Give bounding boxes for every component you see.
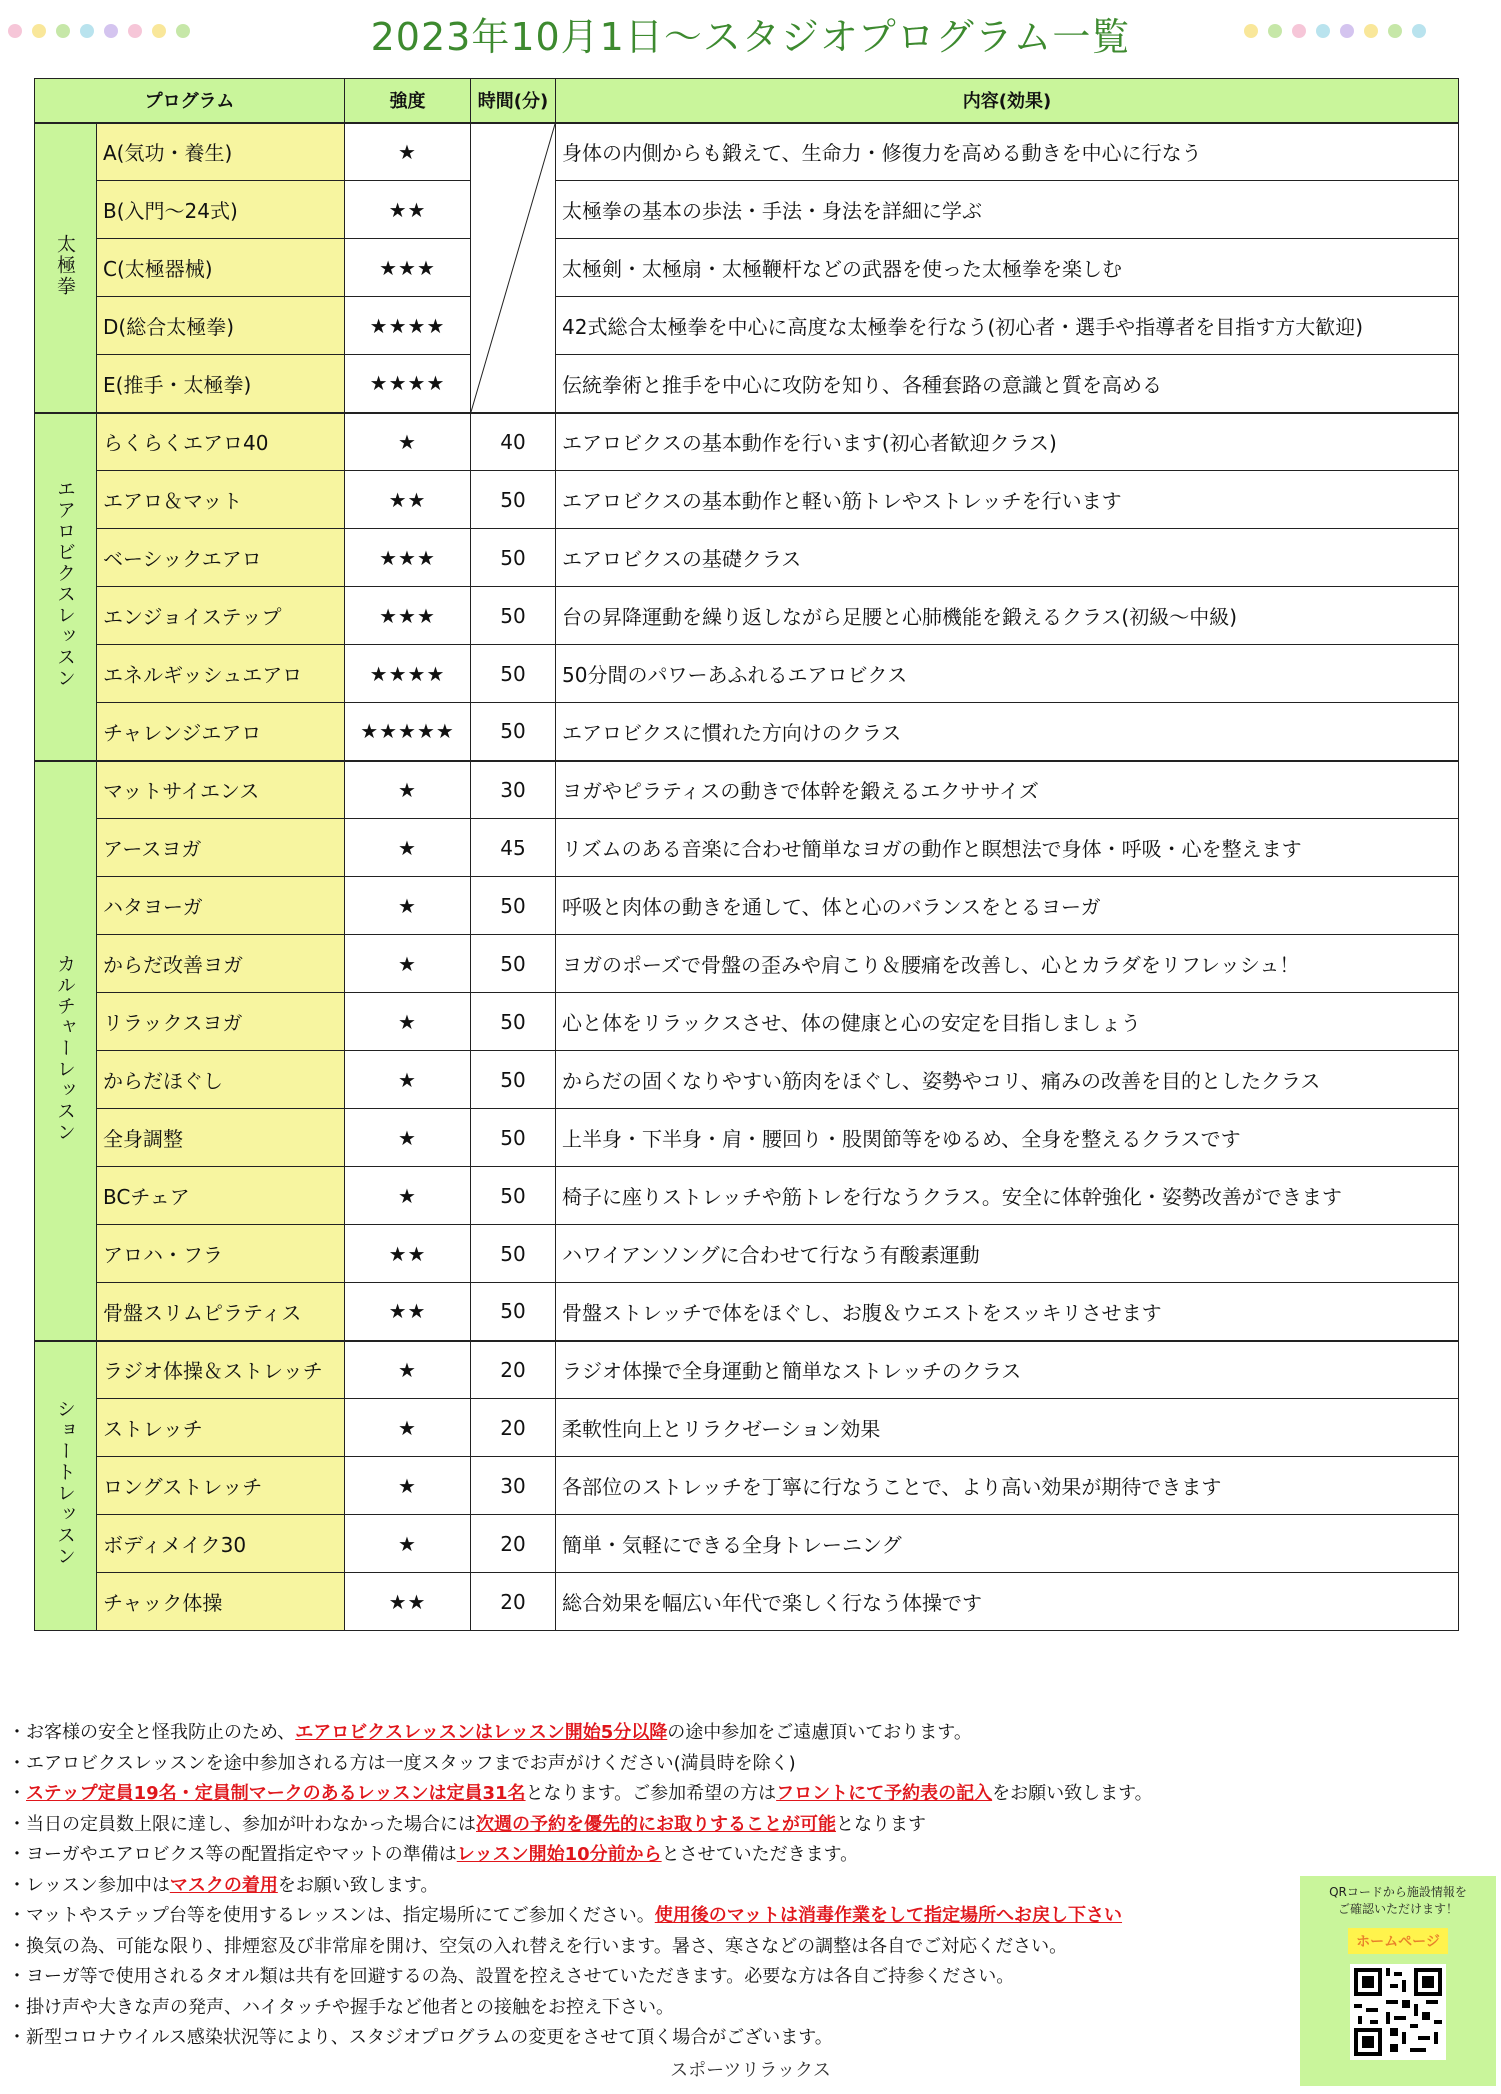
program-description: 太極剣・太極扇・太極鞭杆などの武器を使った太極拳を楽しむ	[556, 239, 1459, 297]
program-description: 各部位のストレッチを丁寧に行なうことで、より高い効果が期待できます	[556, 1457, 1459, 1515]
program-name: チャレンジエアロ	[97, 703, 345, 761]
note-text: とさせていただきます。	[661, 1844, 859, 1865]
intensity-stars: ★★	[345, 1225, 471, 1283]
note-line	[8, 1749, 1153, 1780]
table-row	[35, 1457, 1459, 1515]
table-row	[35, 413, 1459, 471]
qr-caption-line1: QRコードから施設情報を	[1329, 1885, 1467, 1899]
intensity-stars: ★★★	[345, 587, 471, 645]
program-name: アロハ・フラ	[97, 1225, 345, 1283]
program-description: 骨盤ストレッチで体をほぐし、お腹＆ウエストをスッキリさせます	[556, 1283, 1459, 1341]
note-emphasis: マスクの着用	[169, 1874, 278, 1896]
note-text: ・マットやステップ台等を使用するレッスンは、指定場所にてご参加ください。	[8, 1905, 655, 1926]
note-text: ・ヨーガやエアロビクス等の配置指定やマットの準備は	[8, 1844, 457, 1865]
program-description: 上半身・下半身・肩・腰回り・股関節等をゆるめ、全身を整えるクラスです	[556, 1109, 1459, 1167]
brand-name: スポーツリラックス	[670, 2060, 831, 2081]
program-name: エンジョイステップ	[97, 587, 345, 645]
program-description: エアロビクスに慣れた方向けのクラス	[556, 703, 1459, 761]
duration: 40	[471, 413, 556, 471]
duration: 30	[471, 1457, 556, 1515]
program-description: ヨガのポーズで骨盤の歪みや肩こり＆腰痛を改善し、心とカラダをリフレッシュ！	[556, 935, 1459, 993]
duration: 50	[471, 935, 556, 993]
duration-na-slash	[471, 123, 556, 413]
program-name: ハタヨーガ	[97, 877, 345, 935]
program-description: 台の昇降運動を繰り返しながら足腰と心肺機能を鍛えるクラス(初級～中級)	[556, 587, 1459, 645]
table-row	[35, 587, 1459, 645]
program-description: ヨガやピラティスの動きで体幹を鍛えるエクササイズ	[556, 761, 1459, 819]
note-text: ・換気の為、可能な限り、排煙窓及び非常扉を開け、空気の入れ替えを行います。暑さ、寒さなどの調整は各自でご対応ください。	[8, 1935, 1068, 1957]
intensity-stars: ★★	[345, 1573, 471, 1631]
note-line	[8, 1962, 1153, 1993]
duration: 50	[471, 587, 556, 645]
note-text: ・新型コロナウイルス感染状況等により、スタジオプログラムの変更をさせて頂く場合がございます。	[8, 2027, 833, 2048]
intensity-stars: ★	[345, 1457, 471, 1515]
intensity-stars: ★	[345, 1341, 471, 1399]
program-name: ストレッチ	[97, 1399, 345, 1457]
duration: 20	[471, 1399, 556, 1457]
header-intensity: 強度	[345, 79, 471, 123]
intensity-stars: ★	[345, 819, 471, 877]
duration: 20	[471, 1341, 556, 1399]
duration: 50	[471, 993, 556, 1051]
note-text: の途中参加をご遠慮頂いております。	[667, 1722, 972, 1743]
note-emphasis: レッスン開始10分前から	[456, 1844, 662, 1865]
table-row	[35, 297, 1459, 355]
program-description: 太極拳の基本の歩法・手法・身法を詳細に学ぶ	[556, 181, 1459, 239]
note-text: ・エアロビクスレッスンを途中参加される方は一度スタッフまでお声がけください(満員時を除く)	[8, 1752, 796, 1774]
intensity-stars: ★★★★	[345, 645, 471, 703]
note-line	[8, 2023, 1153, 2054]
program-name: らくらくエアロ40	[97, 413, 345, 471]
category-label-text: エアロビクスレッスン	[54, 479, 76, 689]
program-name: アースヨガ	[97, 819, 345, 877]
program-description: 呼吸と肉体の動きを通して、体と心のバランスをとるヨーガ	[556, 877, 1459, 935]
homepage-link[interactable]: ホームページ	[1348, 1928, 1448, 1954]
note-emphasis: エアロビクスレッスンはレッスン開始5分以降	[295, 1722, 668, 1743]
table-row	[35, 935, 1459, 993]
duration: 50	[471, 645, 556, 703]
intensity-stars: ★	[345, 993, 471, 1051]
program-name: B(入門～24式)	[97, 181, 345, 239]
table-row	[35, 1573, 1459, 1631]
table-row	[35, 471, 1459, 529]
duration: 50	[471, 471, 556, 529]
table-row	[35, 1283, 1459, 1341]
note-emphasis: ステップ定員19名・定員制マークのあるレッスンは定員31名	[26, 1783, 526, 1804]
program-name: ロングストレッチ	[97, 1457, 345, 1515]
table-row	[35, 1515, 1459, 1573]
program-name: マットサイエンス	[97, 761, 345, 819]
intensity-stars: ★	[345, 761, 471, 819]
duration: 50	[471, 1109, 556, 1167]
note-text: ・掛け声や大きな声の発声、ハイタッチや握手など他者との接触をお控え下さい。	[8, 1996, 674, 2018]
program-name: 骨盤スリムピラティス	[97, 1283, 345, 1341]
duration: 20	[471, 1573, 556, 1631]
table-row	[35, 1341, 1459, 1399]
intensity-stars: ★★★★★	[345, 703, 471, 761]
program-name: A(気功・養生)	[97, 123, 345, 181]
program-description: ラジオ体操で全身運動と簡単なストレッチのクラス	[556, 1341, 1459, 1399]
intensity-stars: ★★★★	[345, 355, 471, 413]
category-label	[35, 1341, 97, 1631]
program-description: エアロビクスの基本動作を行います(初心者歓迎クラス)	[556, 413, 1459, 471]
program-name: リラックスヨガ	[97, 993, 345, 1051]
table-row	[35, 1051, 1459, 1109]
duration: 20	[471, 1515, 556, 1573]
qr-caption-line2: ご確認いただけます！	[1337, 1902, 1458, 1916]
intensity-stars: ★	[345, 1051, 471, 1109]
duration: 50	[471, 1051, 556, 1109]
duration: 50	[471, 703, 556, 761]
note-line	[8, 1810, 1153, 1841]
table-row	[35, 123, 1459, 181]
program-description: 椅子に座りストレッチや筋トレを行なうクラス。安全に体幹強化・姿勢改善ができます	[556, 1167, 1459, 1225]
category-label	[35, 761, 97, 1341]
duration: 50	[471, 1225, 556, 1283]
program-description: ハワイアンソングに合わせて行なう有酸素運動	[556, 1225, 1459, 1283]
table-row	[35, 355, 1459, 413]
intensity-stars: ★	[345, 1167, 471, 1225]
category-label	[35, 413, 97, 761]
program-description: 身体の内側からも鍛えて、生命力・修復力を高める動きを中心に行なう	[556, 123, 1459, 181]
program-name: E(推手・太極拳)	[97, 355, 345, 413]
program-description: リズムのある音楽に合わせ簡単なヨガの動作と瞑想法で身体・呼吸・心を整えます	[556, 819, 1459, 877]
note-text: ・当日の定員数上限に達し、参加が叶わなかった場合には	[8, 1813, 476, 1835]
category-label	[35, 123, 97, 413]
program-name: エアロ＆マット	[97, 471, 345, 529]
table-row	[35, 819, 1459, 877]
program-table	[34, 78, 1459, 1631]
intensity-stars: ★★	[345, 471, 471, 529]
program-description: 総合効果を幅広い年代で楽しく行なう体操です	[556, 1573, 1459, 1631]
table-row	[35, 1109, 1459, 1167]
note-text: ・お客様の安全と怪我防止のため、	[8, 1722, 296, 1743]
note-line	[8, 1840, 1153, 1871]
program-description: 50分間のパワーあふれるエアロビクス	[556, 645, 1459, 703]
note-line	[8, 1871, 1153, 1902]
program-name: エネルギッシュエアロ	[97, 645, 345, 703]
intensity-stars: ★★★	[345, 239, 471, 297]
table-row	[35, 761, 1459, 819]
program-description: エアロビクスの基本動作と軽い筋トレやストレッチを行います	[556, 471, 1459, 529]
note-line	[8, 1779, 1153, 1810]
note-text: をお願い致します。	[277, 1874, 439, 1896]
program-name: チャック体操	[97, 1573, 345, 1631]
qr-caption	[1300, 1884, 1496, 1918]
table-row	[35, 1225, 1459, 1283]
note-text: ・ヨーガ等で使用されるタオル類は共有を回避するの為、設置を控えさせていただきます。必要な方は各自ご持参ください。	[8, 1966, 1015, 1987]
intensity-stars: ★	[345, 1399, 471, 1457]
header-time: 時間(分)	[471, 79, 556, 123]
intensity-stars: ★	[345, 413, 471, 471]
header-program: プログラム	[35, 79, 345, 123]
program-description: からだの固くなりやすい筋肉をほぐし、姿勢やコリ、痛みの改善を目的としたクラス	[556, 1051, 1459, 1109]
notes-list	[8, 1718, 1153, 2054]
duration: 30	[471, 761, 556, 819]
table-row	[35, 529, 1459, 587]
duration: 50	[471, 877, 556, 935]
table-row	[35, 181, 1459, 239]
note-line	[8, 1718, 1153, 1749]
program-description: 柔軟性向上とリラクゼーション効果	[556, 1399, 1459, 1457]
program-name: BCチェア	[97, 1167, 345, 1225]
program-name: ボディメイク30	[97, 1515, 345, 1573]
table-row	[35, 239, 1459, 297]
page-title: 2023年10月1日～スタジオプログラム一覧	[370, 15, 1131, 59]
note-line	[8, 1901, 1153, 1932]
note-text: となります	[836, 1813, 926, 1835]
note-line	[8, 1993, 1153, 2024]
intensity-stars: ★	[345, 123, 471, 181]
table-row	[35, 1167, 1459, 1225]
note-line	[8, 1932, 1153, 1963]
category-label-text: ショートレッスン	[54, 1399, 76, 1568]
duration: 45	[471, 819, 556, 877]
note-text: ・	[8, 1783, 26, 1804]
program-description: 心と体をリラックスさせ、体の健康と心の安定を目指しましょう	[556, 993, 1459, 1051]
intensity-stars: ★★★★	[345, 297, 471, 355]
intensity-stars: ★★★	[345, 529, 471, 587]
table-header-row	[35, 79, 1459, 123]
intensity-stars: ★	[345, 1109, 471, 1167]
category-label-text: 太極拳	[54, 233, 76, 297]
program-name: C(太極器械)	[97, 239, 345, 297]
note-emphasis: 使用後のマットは消毒作業をして指定場所へお戻し下さい	[654, 1905, 1123, 1926]
duration: 50	[471, 529, 556, 587]
category-label-text: カルチャーレッスン	[54, 953, 76, 1143]
intensity-stars: ★★	[345, 181, 471, 239]
program-description: エアロビクスの基礎クラス	[556, 529, 1459, 587]
program-name: 全身調整	[97, 1109, 345, 1167]
table-row	[35, 993, 1459, 1051]
note-text: ・レッスン参加中は	[8, 1874, 170, 1896]
qr-code-icon[interactable]	[1350, 1964, 1446, 2060]
note-emphasis: フロントにて予約表の記入	[776, 1783, 993, 1804]
intensity-stars: ★	[345, 1515, 471, 1573]
duration: 50	[471, 1167, 556, 1225]
intensity-stars: ★	[345, 877, 471, 935]
program-name: D(総合太極拳)	[97, 297, 345, 355]
program-name: からだ改善ヨガ	[97, 935, 345, 993]
duration: 50	[471, 1283, 556, 1341]
program-description: 42式総合太極拳を中心に高度な太極拳を行なう(初心者・選手や指導者を目指す方大歓迎)	[556, 297, 1459, 355]
note-text: となります。ご参加希望の方は	[525, 1783, 777, 1804]
header-content: 内容(効果)	[556, 79, 1459, 123]
table-row	[35, 703, 1459, 761]
table-row	[35, 877, 1459, 935]
program-name: ラジオ体操＆ストレッチ	[97, 1341, 345, 1399]
program-description: 簡単・気軽にできる全身トレーニング	[556, 1515, 1459, 1573]
qr-box	[1300, 1876, 1496, 2086]
program-name: ベーシックエアロ	[97, 529, 345, 587]
intensity-stars: ★	[345, 935, 471, 993]
program-description: 伝統拳術と推手を中心に攻防を知り、各種套路の意識と質を高める	[556, 355, 1459, 413]
note-text: をお願い致します。	[992, 1783, 1153, 1804]
note-emphasis: 次週の予約を優先的にお取りすることが可能	[476, 1813, 836, 1835]
table-row	[35, 1399, 1459, 1457]
program-name: からだほぐし	[97, 1051, 345, 1109]
intensity-stars: ★★	[345, 1283, 471, 1341]
table-row	[35, 645, 1459, 703]
